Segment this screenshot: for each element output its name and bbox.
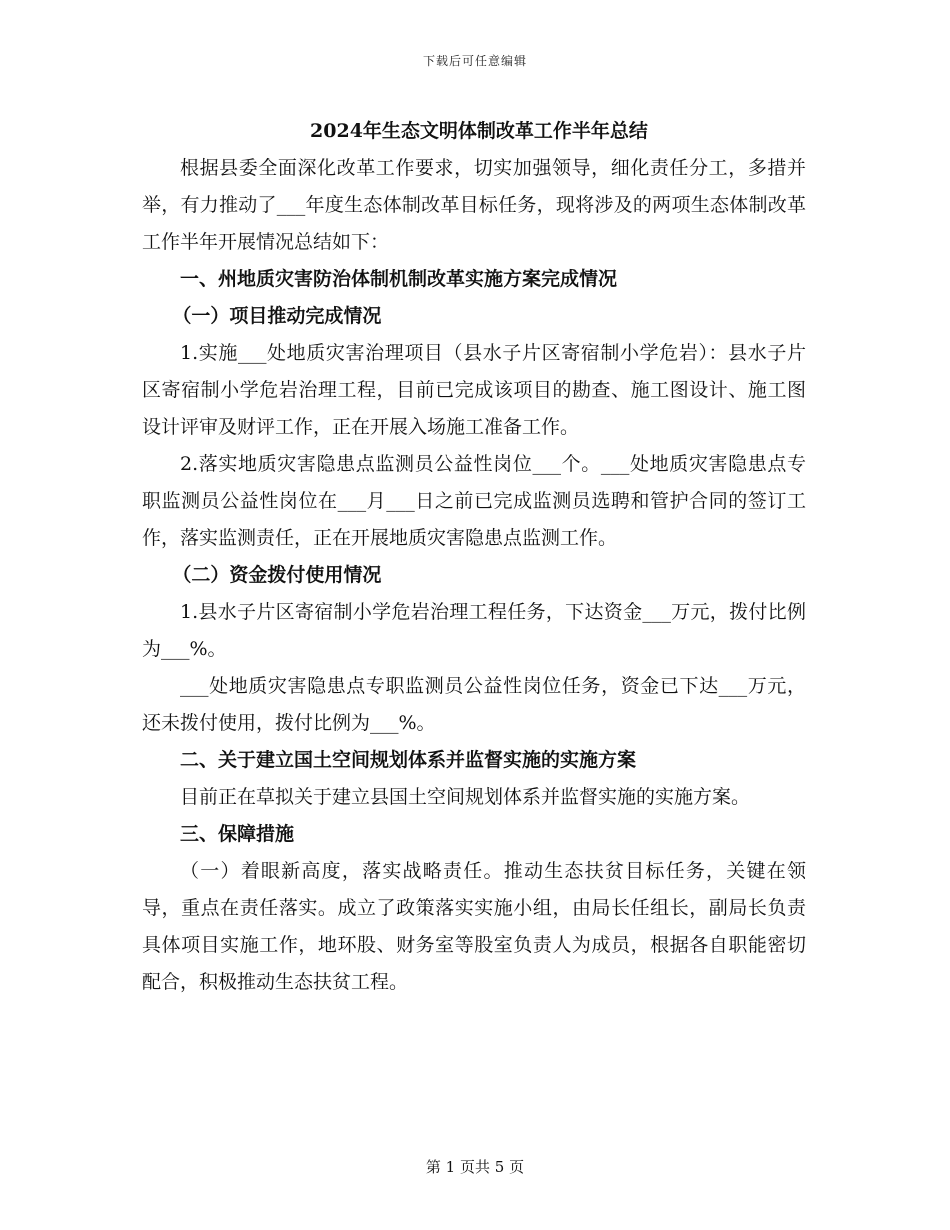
section-1-heading: 一、州地质灾害防治体制机制改革实施方案完成情况	[180, 268, 618, 290]
page-number: 第 1 页共 5 页	[425, 1158, 525, 1176]
section-2-heading: 二、关于建立国土空间规划体系并监督实施的实施方案	[180, 749, 637, 771]
page-header-note: 下载后可任意编辑	[422, 54, 527, 68]
document-body	[142, 113, 806, 1001]
section-3-heading: 三、保障措施	[180, 823, 295, 845]
document-title: 2024年生态文明体制改革工作半年总结	[310, 120, 648, 142]
section-3-paragraph-1: （一）着眼新高度，落实战略责任。推动生态扶贫目标任务，关键在领导，重点在责任落实。成立了政策落实实施小组，由局长任组长，副局长负责具体项目实施工作，地环股、财务室等股室负责人为成员，根据各自职能密切配合，积极推动生态扶贫工程。	[142, 860, 806, 993]
section-1-sub-2-heading: （二）资金拨付使用情况	[172, 564, 382, 586]
intro-paragraph: 根据县委全面深化改革工作要求，切实加强领导，细化责任分工，多措并举，有力推动了___年度生态体制改革目标任务，现将涉及的两项生态体制改革工作半年开展情况总结如下：	[142, 157, 806, 253]
section-1-sub-2-paragraph-1: 1.县水子片区寄宿制小学危岩治理工程任务，下达资金___万元，拨付比例为___%。	[142, 601, 806, 660]
section-2-paragraph-1: 目前正在草拟关于建立县国土空间规划体系并监督实施的实施方案。	[180, 786, 751, 808]
section-1-sub-2-paragraph-2: ___处地质灾害隐患点专职监测员公益性岗位任务，资金已下达___万元，还未拨付使用，拨付比例为___%。	[142, 675, 806, 734]
section-1-sub-1-paragraph-1: 1.实施___处地质灾害治理项目（县水子片区寄宿制小学危岩）：县水子片区寄宿制小学危岩治理工程，目前已完成该项目的勘查、施工图设计、施工图设计评审及财评工作，正在开展入场施工准备工作。	[142, 342, 806, 438]
section-1-sub-1-paragraph-2: 2.落实地质灾害隐患点监测员公益性岗位___个。___处地质灾害隐患点专职监测员公益性岗位在___月___日之前已完成监测员选聘和管护合同的签订工作，落实监测责任，正在开展地质灾害隐患点监测工作。	[142, 453, 806, 549]
section-1-sub-1-heading: （一）项目推动完成情况	[172, 305, 382, 327]
